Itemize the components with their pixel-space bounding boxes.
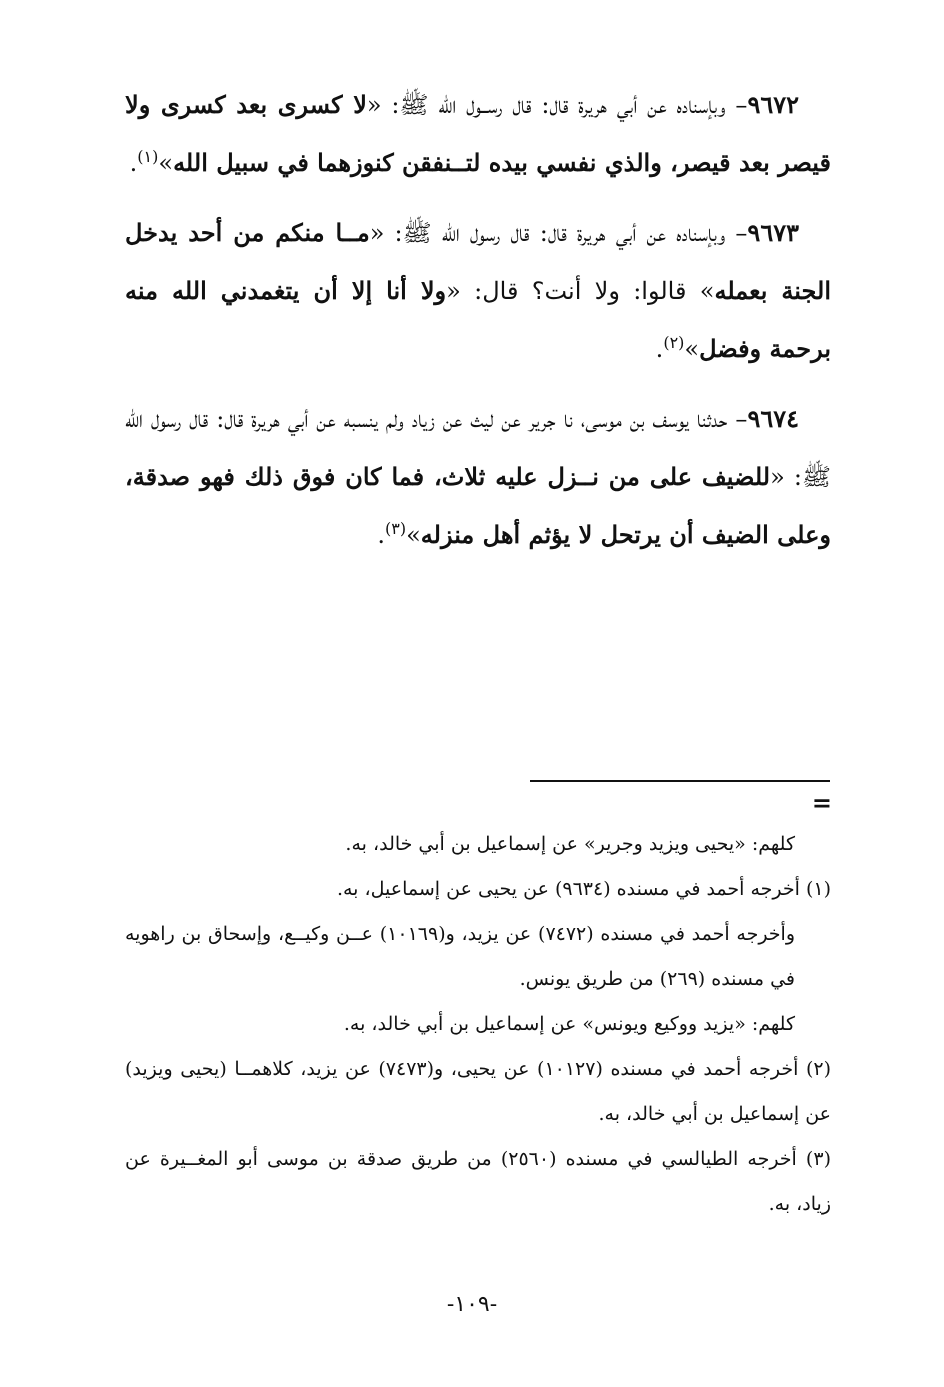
hadith-isnad: – وبإسناده عن أبي هريرة قال: قال رســول الله ﷺ: « [366, 91, 748, 119]
quote-close: » [158, 149, 174, 177]
footnote-3: (٣) أخرجه الطيالسي في مسنده (٢٥٦٠) من طريق صدقة بن موسى أبو المغــيرة عن زياد، به. [125, 1148, 831, 1215]
footnote-1: (١) أخرجه أحمد في مسنده (٩٦٣٤) عن يحيى عن إسماعيل، به. [336, 878, 831, 900]
footnote-ref[interactable]: (٣) [384, 519, 407, 538]
hadith-matn-2: ولا أنا إلا أن يتغمدني الله منه برحمة وفضل [125, 276, 831, 363]
hadith-number: ٩٦٧٢ [747, 90, 799, 119]
hadith-isnad: – وبإسناده عن أبي هريرة قال: قال رسول الله ﷺ: « [369, 219, 748, 247]
main-text [125, 76, 831, 576]
period: . [129, 149, 138, 177]
period: . [655, 335, 664, 363]
hadith-matn: مــا منكم من أحد يدخل الجنة بعمله [125, 218, 831, 305]
hadith-dialogue: » قالوا: ولا أنت؟ قال: « [446, 277, 715, 305]
hadith-9672 [125, 76, 831, 192]
quote-close: » [684, 335, 700, 363]
hadith-matn: للضيف على من نــزل عليه ثلاث، فما كان فوق ذلك فهو صدقة، وعلى الضيف أن يرتحل لا يؤثم أهل منزله [125, 462, 831, 549]
hadith-number: ٩٦٧٤ [747, 404, 799, 433]
footnotes [125, 822, 831, 1227]
footnote-ref[interactable]: (١) [137, 147, 159, 166]
period: . [377, 521, 385, 549]
footnote-1-summary: كلهم: «يزيد ووكيع ويونس» عن إسماعيل بن أبي خالد، به. [343, 1013, 795, 1035]
footnote-2: (٢) أخرجه أحمد في مسنده (١٠١٢٧) عن يحيى، و(٧٤٧٣) عن يزيد، كلاهمــا (يحيى ويزيد) عن إسماعيل بن أبي خالد، به. [125, 1058, 831, 1125]
hadith-isnad: – حدثنا يوسف بن موسى، نا جرير عن ليث عن زياد ولم ينسبه عن أبي هريرة قال: قال رسول الله ﷺ: « [125, 405, 832, 491]
footnote-1-more: وأخرجه أحمد في مسنده (٧٤٧٢) عن يزيد، و(١٠١٦٩) عــن وكيــع، وإسحاق بن راهويه في مسنده (٢٦٩) من طريق يونس. [125, 923, 796, 990]
footnote-separator [530, 780, 830, 782]
hadith-9673 [125, 204, 831, 378]
quote-close: » [406, 521, 421, 549]
continuation-mark: = [811, 788, 832, 817]
hadith-matn: لا كسرى بعد كسرى ولا قيصر بعد قيصر، والذي نفسي بيده لتــنفقن كنوزهما في سبيل الله [125, 90, 831, 177]
footnote-continuation: كلهم: «يحيى ويزيد وجرير» عن إسماعيل بن أبي خالد، به. [345, 833, 795, 855]
hadith-number: ٩٦٧٣ [747, 218, 799, 247]
hadith-9674 [125, 390, 831, 564]
footnote-ref[interactable]: (٢) [663, 333, 685, 352]
page-number: -١٠٩- [446, 1292, 498, 1317]
